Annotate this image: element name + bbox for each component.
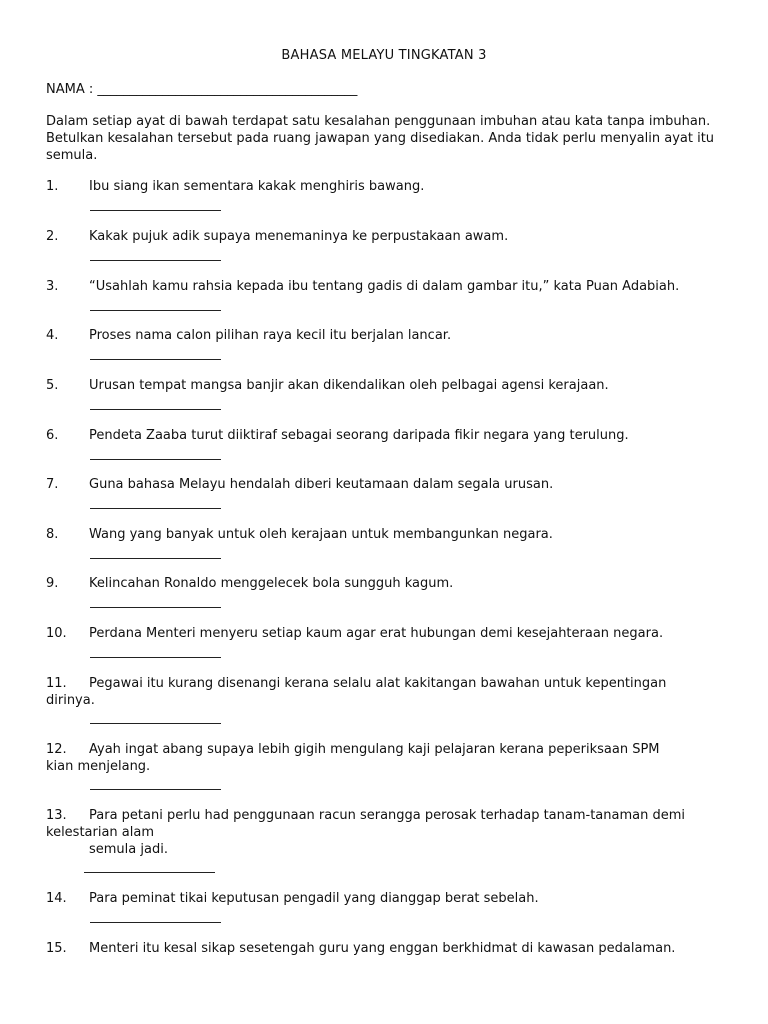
question-number: 4. [46,328,59,343]
answer-line[interactable] [90,723,221,724]
question-text: Ayah ingat abang supaya lebih gigih mengulang kaji pelajaran kerana peperiksaan SPM [89,742,660,757]
question-item [46,625,736,642]
question-text-continued: kian menjelang. [46,759,151,774]
question-item [46,807,736,858]
question-item [46,228,736,245]
question-number: 12. [46,742,67,757]
question-number: 1. [46,179,59,194]
question-text: Urusan tempat mangsa banjir akan dikendalikan oleh pelbagai agensi kerajaan. [89,378,609,393]
answer-line[interactable] [90,260,221,261]
question-number: 11. [46,676,67,691]
question-text: Guna bahasa Melayu hendalah diberi keutamaan dalam segala urusan. [89,477,554,492]
answer-line[interactable] [90,789,221,790]
question-item [46,940,736,957]
question-item [46,741,736,775]
question-text: Pegawai itu kurang disenangi kerana selalu alat kakitangan bawahan untuk kepentingan [89,676,667,691]
answer-line[interactable] [90,508,221,509]
question-number: 15. [46,941,67,956]
question-number: 3. [46,279,59,294]
answer-line[interactable] [84,872,215,873]
question-number: 14. [46,891,67,906]
question-item [46,377,736,394]
answer-line[interactable] [90,558,221,559]
question-text: Ibu siang ikan sementara kakak menghiris bawang. [89,179,425,194]
question-number: 13. [46,808,67,823]
question-number: 2. [46,229,59,244]
question-text: Pendeta Zaaba turut diiktiraf sebagai seorang daripada fikir negara yang terulung. [89,428,629,443]
question-text: Para peminat tikai keputusan pengadil yang dianggap berat sebelah. [89,891,539,906]
answer-line[interactable] [90,607,221,608]
page-title: BAHASA MELAYU TINGKATAN 3 [281,48,487,63]
question-text-continued: dirinya. [46,693,95,708]
question-text-continued: semula jadi. [89,842,168,857]
question-text: Perdana Menteri menyeru setiap kaum agar erat hubungan demi kesejahteraan negara. [89,626,664,641]
question-item [46,675,736,709]
instructions-paragraph: Dalam setiap ayat di bawah terdapat satu kesalahan penggunaan imbuhan atau kata tanpa imbuhan. Betulkan kesalahan tersebut pada ruang jawapan yang disediakan. Anda tidak perlu menyalin ayat itu semula. [46,114,715,163]
question-text-continued: kelestarian alam [46,825,155,840]
question-number: 5. [46,378,59,393]
question-number: 7. [46,477,59,492]
question-number: 8. [46,527,59,542]
answer-line[interactable] [90,310,221,311]
question-text: Wang yang banyak untuk oleh kerajaan untuk membangunkan negara. [89,527,553,542]
question-number: 6. [46,428,59,443]
answer-line[interactable] [90,922,221,923]
question-text: Kakak pujuk adik supaya menemaninya ke perpustakaan awam. [89,229,509,244]
answer-line[interactable] [90,657,221,658]
question-number: 9. [46,576,59,591]
question-item [46,178,736,195]
question-item [46,278,736,295]
question-item [46,476,736,493]
question-text: Para petani perlu had penggunaan racun serangga perosak terhadap tanam-tanaman demi [89,808,686,823]
answer-line[interactable] [90,359,221,360]
answer-line[interactable] [90,210,221,211]
question-item [46,890,736,907]
question-item [46,575,736,592]
question-text: Menteri itu kesal sikap sesetengah guru yang enggan berkhidmat di kawasan pedalaman. [89,941,676,956]
question-text: Proses nama calon pilihan raya kecil itu berjalan lancar. [89,328,452,343]
question-item [46,427,736,444]
question-number: 10. [46,626,67,641]
question-item [46,327,736,344]
name-field-label: NAMA : ________________________________________ [46,82,358,97]
question-text: Kelincahan Ronaldo menggelecek bola sungguh kagum. [89,576,454,591]
answer-line[interactable] [90,459,221,460]
question-item [46,526,736,543]
answer-line[interactable] [90,409,221,410]
question-text: “Usahlah kamu rahsia kepada ibu tentang gadis di dalam gambar itu,” kata Puan Adabiah. [89,279,680,294]
